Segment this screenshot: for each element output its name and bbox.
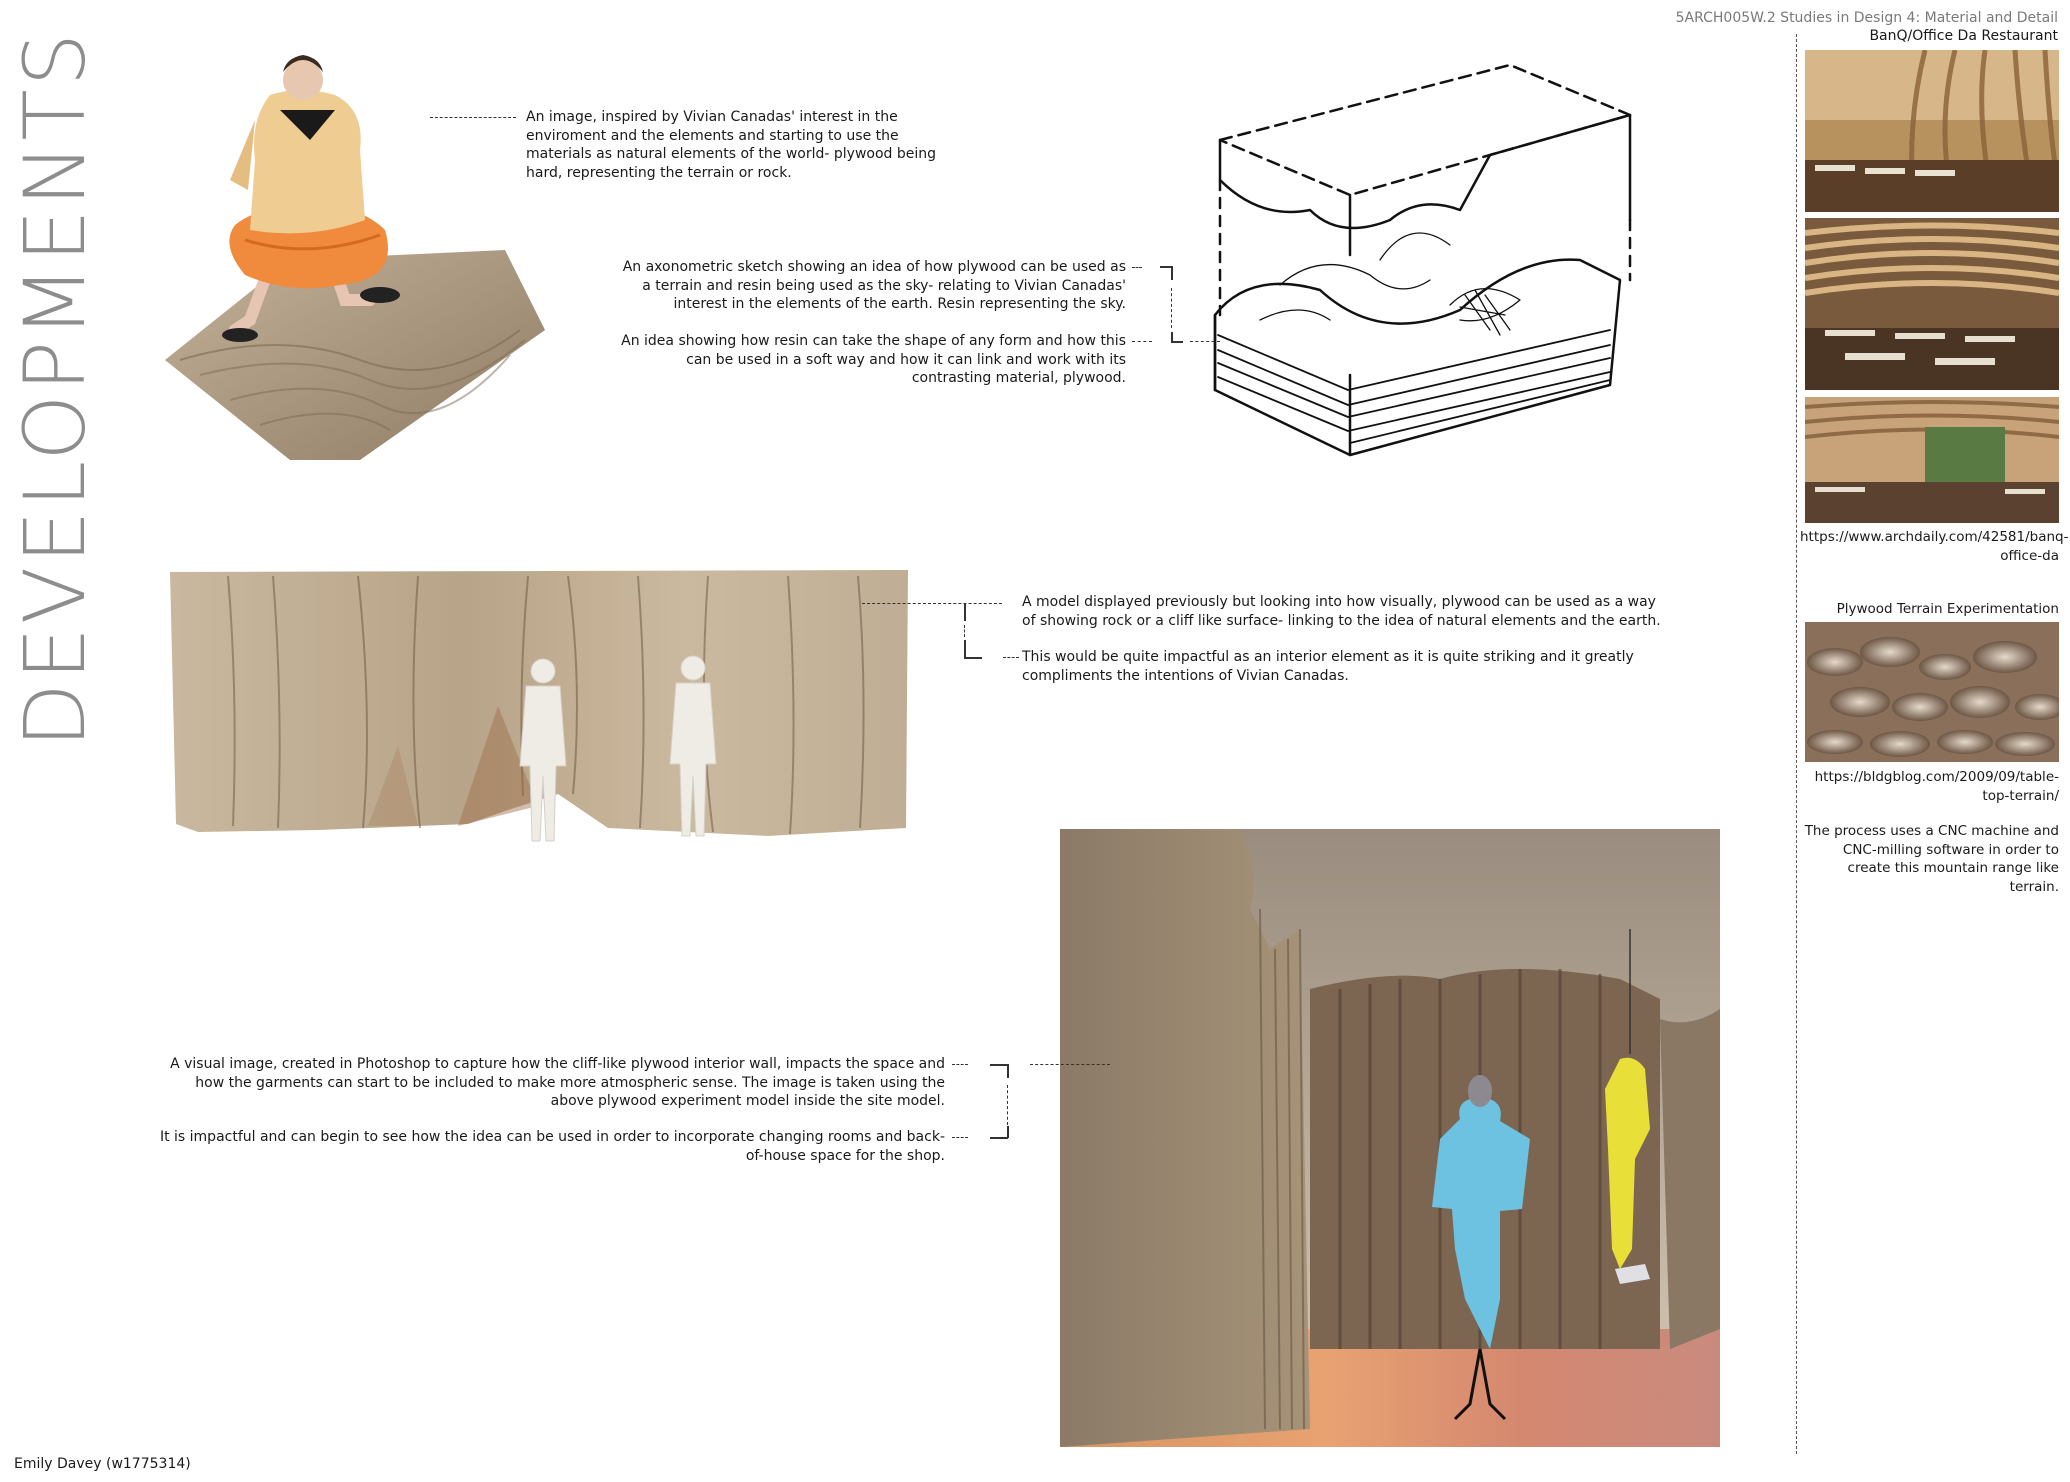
visual-caption-2: It is impactful and can begin to see how the idea can be used in order to incorporate changing rooms and back-of-house space for the shop. (159, 1129, 945, 1164)
leader-line (990, 1137, 1008, 1139)
interior-visual-image (1060, 829, 1720, 1447)
plywood-wall-model-image (168, 566, 913, 846)
banq-photo-1 (1805, 50, 2059, 212)
fashion-model-image (160, 30, 560, 470)
leader-line (1190, 341, 1220, 342)
leader-line (1132, 267, 1142, 268)
leader-line (1171, 266, 1173, 280)
leader-line (964, 640, 966, 658)
leader-line (990, 1064, 1008, 1066)
leader-line (1171, 288, 1172, 328)
leader-line (430, 117, 516, 118)
banq-photo-2 (1805, 218, 2059, 390)
course-title: 5ARCH005W.2 Studies in Design 4: Material and Detail (1675, 10, 2058, 26)
fashion-model-caption: An image, inspired by Vivian Canadas' interest in the enviroment and the elements and starting to use the materials as natural elements of the world- plywood being hard, representing the terrain or rock. (526, 109, 937, 181)
axonometric-sketch (1160, 45, 1680, 485)
sidebar-divider (1796, 34, 1797, 1454)
terrain-title: Plywood Terrain Experimentation (1836, 601, 2059, 617)
project-title: BanQ/Office Da Restaurant (1869, 28, 2058, 44)
terrain-description: The process uses a CNC machine and CNC-milling software in order to create this mountain range like terrain. (1804, 823, 2059, 895)
leader-line (964, 625, 965, 637)
leader-line (1003, 657, 1019, 658)
leader-line (1030, 1064, 1110, 1065)
banq-photo-3 (1805, 397, 2059, 523)
leader-line (1132, 341, 1152, 342)
terrain-photo (1805, 622, 2059, 762)
leader-line (862, 603, 1002, 604)
author-name: Emily Davey (w1775314) (14, 1456, 191, 1472)
visual-caption-1: A visual image, created in Photoshop to capture how the cliff-like plywood interior wall, impacts the space and how the garments can start to be included to make more atmospheric sense. The image is taken using the above plywood experiment model inside the site model. (170, 1056, 945, 1109)
leader-line (1007, 1085, 1008, 1125)
axo-caption-2: An idea showing how resin can take the shape of any form and how this can be used in a soft way and how it can link and work with its contrasting material, plywood. (621, 333, 1126, 386)
page-title: DEVELOPMENTS (6, 30, 104, 748)
leader-line (952, 1137, 968, 1138)
axo-caption-1: An axonometric sketch showing an idea of how plywood can be used as a terrain and resin being used as the sky- relating to Vivian Canadas' interest in the elements of the earth. Resin representing the sky. (622, 259, 1126, 312)
leader-line (952, 1064, 968, 1065)
leader-line (964, 603, 966, 621)
wall-model-caption-2: This would be quite impactful as an interior element as it is quite striking and it greatly compliments the intentions of Vivian Canadas. (1022, 649, 1634, 684)
leader-line (1007, 1064, 1009, 1078)
page-title-container (6, 30, 104, 750)
banq-source-link[interactable]: https://www.archdaily.com/42581/banq-office-da (1800, 529, 2069, 564)
leader-line (1171, 341, 1183, 343)
terrain-source-link[interactable]: https://bldgblog.com/2009/09/table-top-terrain/ (1814, 769, 2059, 804)
leader-line (964, 657, 982, 659)
wall-model-caption-1: A model displayed previously but looking into how visually, plywood can be used as a way of showing rock or a cliff like surface- linking to the idea of natural elements and the earth. (1022, 594, 1661, 629)
